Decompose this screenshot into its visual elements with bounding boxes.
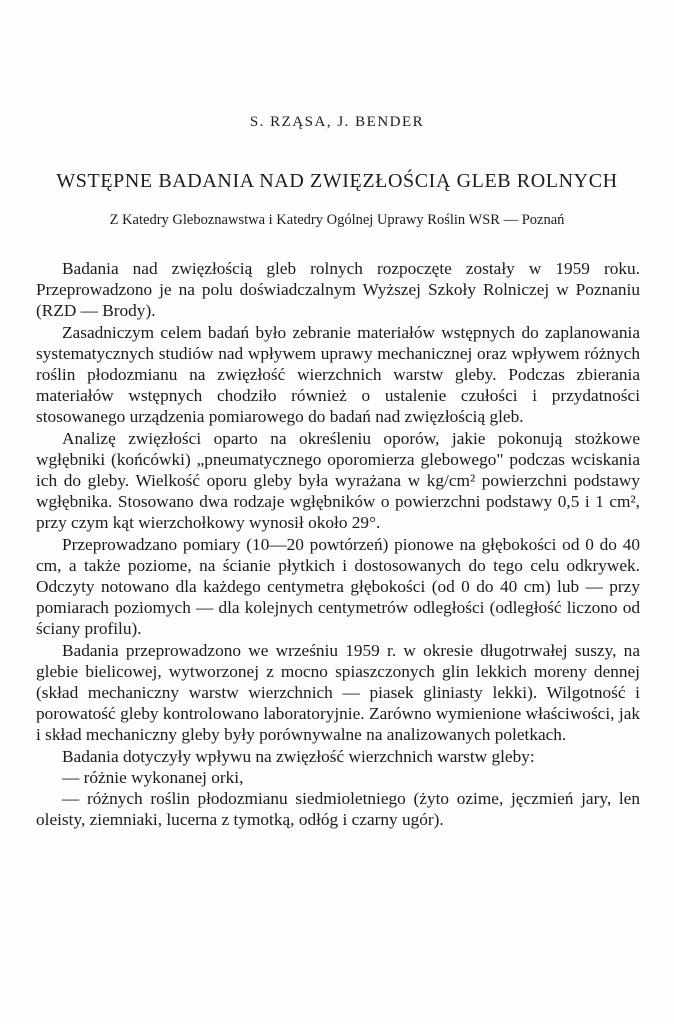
article-title: WSTĘPNE BADANIA NAD ZWIĘZŁOŚCIĄ GLEB ROLNYCH [56,170,618,192]
paragraph: Przeprowadzano pomiary (10—20 powtórzeń) pionowe na głębokości od 0 do 40 cm, a także poziome, na ścianie płytkich i dostosowanych do tego celu odkrywek. Odczyty notowano dla każdego centymetra głębokości (od 0 do 40 cm) lub — przy pomiarach poziomych — dla kolejnych centymetrów odległości (odległość liczono od ściany profilu). [36,534,640,639]
paragraph: Badania dotyczyły wpływu na zwięzłość wierzchnich warstw gleby: [62,746,535,766]
paragraph: Analizę zwięzłości oparto na określeniu oporów, jakie pokonują stożkowe wgłębniki (końcówki) „pneumatycznego oporomierza glebowego" podczas wciskania ich do gleby. Wielkość oporu gleby była wyrażana w kg/cm² powierzchni podstawy wgłębnika. Stosowano dwa rodzaje wgłębników o powierzchni podstawy 0,5 i 1 cm², przy czym kąt wierzchołkowy wynosił około 29°. [36,428,640,533]
paragraph: Badania nad zwięzłością gleb rolnych rozpoczęte zostały w 1959 roku. Przeprowadzono je na polu doświadczalnym Wyższej Szkoły Rolniczej w Poznaniu (RZD — Brody). [36,259,640,321]
affiliation: Z Katedry Gleboznawstwa i Katedry Ogólnej Uprawy Roślin WSR — Poznań [109,212,565,228]
article-body [36,258,640,830]
paragraph: Zasadniczym celem badań było zebranie materiałów wstępnych do zaplanowania systematycznych studiów nad wpływem uprawy mechanicznej oraz wpływem różnych roślin płodozmianu na zwięzłość wierzchnich warstw gleby. Podczas zbierania materiałów wstępnych chodziło również o ustalenie czułości i przydatności stosowanego urządzenia pomiarowego do badań nad zwięzłością gleb. [36,322,640,427]
list-item: — różnie wykonanej orki, [62,767,244,787]
list-item: — różnych roślin płodozmianu siedmioletniego (żyto ozime, jęczmień jary, len oleisty, ziemniaki, lucerna z tymotką, odłóg i czarny ugór). [36,789,640,830]
authors: S. RZĄSA, J. BENDER [249,114,425,130]
paragraph: Badania przeprowadzono we wrześniu 1959 r. w okresie długotrwałej suszy, na glebie bielicowej, wytworzonej z mocno spiaszczonych glin lekkich moreny dennej (skład mechaniczny warstw wierzchnich — piasek gliniasty lekki). Wilgotność i porowatość gleby kontrolowano laboratoryjnie. Zarówno wymienione właściwości, jak i skład mechaniczny gleby były porównywalne na analizowanych poletkach. [36,640,640,745]
